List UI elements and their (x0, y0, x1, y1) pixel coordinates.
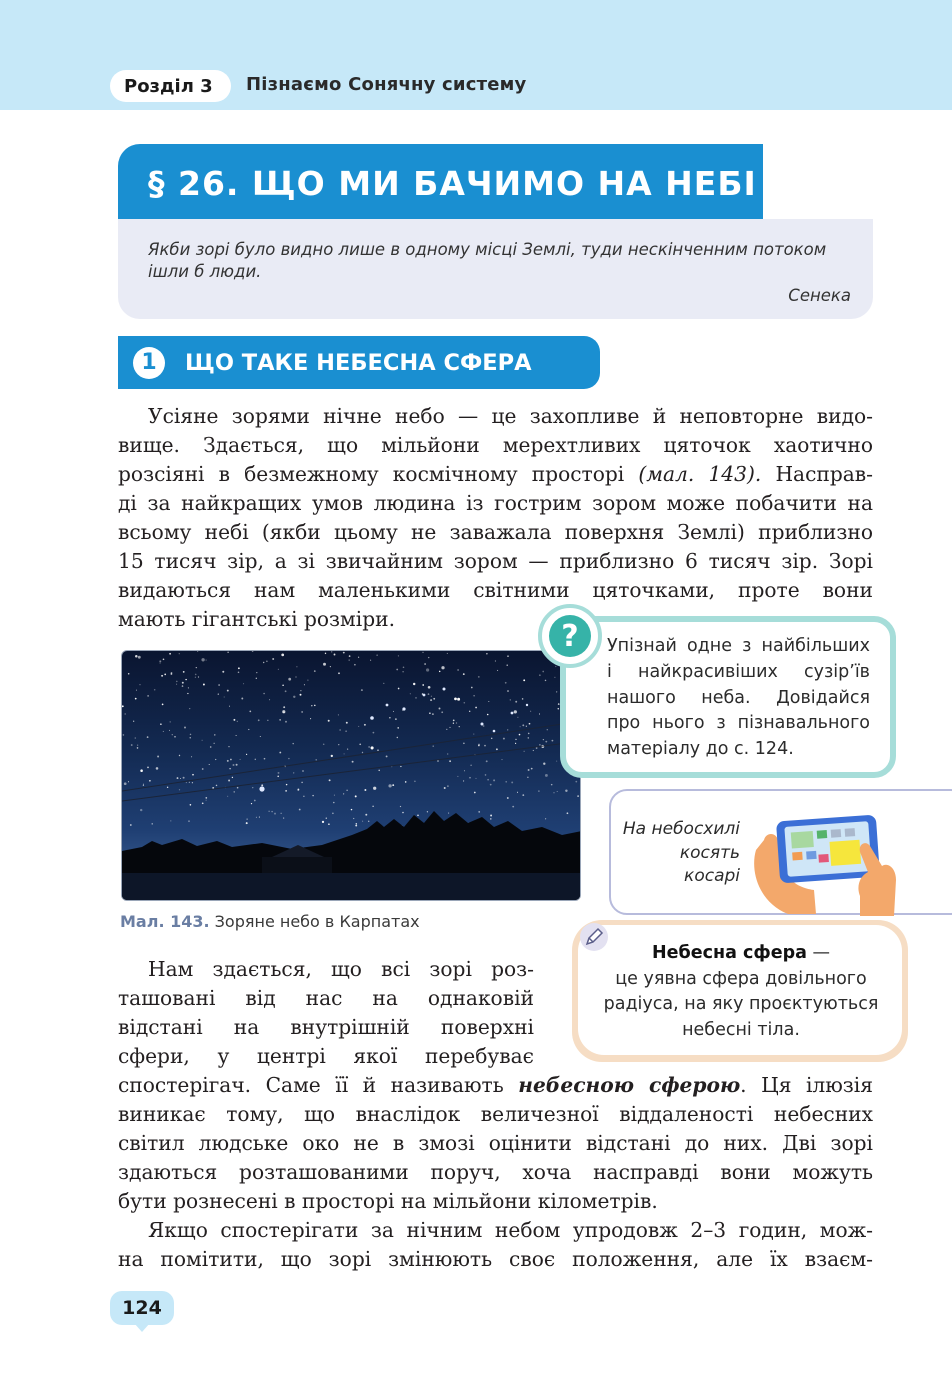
question-line: Упізнай одне з найбільших (607, 636, 870, 656)
definition-line: небесні тіла. (682, 1019, 800, 1040)
body-text: розсіяні в безмежному космічному просторі (118, 462, 625, 486)
body-text: . Ця ілюзія (740, 1073, 874, 1097)
body-line: видаються нам маленькими світними цяточками, проте вони (118, 578, 873, 602)
body-line: мають гігантські розміри. (118, 607, 395, 631)
question-line: нашого неба. Довідайся (607, 687, 870, 708)
body-line: на помітити, що зорі змінюють своє положення, але їх взаєм- (118, 1247, 873, 1271)
question-line: матеріалу до с. 124. (607, 739, 794, 760)
subsection-number: 1 (133, 347, 165, 379)
question-text (607, 634, 870, 763)
body-line: сфери, у центрі якої перебуває (118, 1044, 534, 1068)
riddle-line: косять (679, 842, 740, 863)
chapter-label: Розділ 3 (110, 70, 231, 102)
question-line: про нього з пізнавального (607, 713, 870, 734)
body-line: світил людське око не в змозі оцінити відстані до них. Дві зорі (118, 1131, 873, 1155)
figure-reference: (мал. 143). (638, 462, 762, 486)
page-number: 124 (110, 1291, 174, 1325)
body-text: спостерігач. Саме її й називають (118, 1073, 504, 1097)
body-line: ді за найкращих умов людина із гострим зором може побачити на (118, 491, 873, 515)
body-line: 15 тисяч зір, а зі звичайним зором — приблизно 6 тисяч зір. Зорі (118, 549, 873, 573)
body-line (118, 460, 873, 489)
epigraph-author: Сенека (788, 286, 851, 305)
question-badge (538, 604, 602, 668)
riddle-line: На небосхилі (622, 819, 740, 839)
figure-caption-text: Зоряне небо в Карпатах (214, 912, 420, 931)
definition-term: Небесна сфера (652, 943, 807, 963)
body-line: відстані на внутрішній поверхні (118, 1015, 534, 1039)
body-line: бути рознесені в просторі на мільйони кілометрів. (118, 1189, 658, 1213)
body-line: вище. Здається, що мільйони мерехтливих цяточок хаотично (118, 433, 873, 457)
body-line: всьому небі (якби цьому не заважала поверхня Землі) приблизно (118, 520, 873, 544)
subsection-heading (118, 336, 600, 389)
riddle-text (610, 818, 740, 889)
question-mark-icon: ? (549, 615, 591, 657)
definition-text (586, 941, 896, 1043)
section-title: § 26. ЩО МИ БАЧИМО НА НЕБІ (118, 144, 763, 222)
figure-caption-label: Мал. 143. (120, 912, 210, 931)
body-line: Нам здається, що всі зорі роз- (148, 957, 534, 981)
chapter-title: Пізнаємо Сонячну систему (246, 74, 527, 95)
epigraph-line: Якби зорі було видно лише в одному місці Землі, туди нескінченним потоком (148, 240, 827, 259)
riddle-line: косарі (684, 866, 740, 886)
tablet-in-hands-icon (748, 810, 898, 916)
definition-term-line (586, 941, 896, 967)
body-line: здаються розташованими поруч, хоча насправді вони можуть (118, 1160, 873, 1184)
definition-line: радіуса, на яку проєктуються (603, 994, 879, 1014)
body-line (118, 1071, 873, 1100)
night-sky-photo (121, 650, 581, 901)
page-number-tail (134, 1323, 150, 1332)
starry-sky-image (122, 651, 581, 901)
subsection-title: ЩО ТАКЕ НЕБЕСНА СФЕРА (185, 349, 532, 376)
figure-caption (120, 912, 420, 931)
key-term: небесною сферою (518, 1073, 741, 1097)
epigraph (118, 219, 873, 319)
definition-line: це уявна сфера довільного (615, 968, 867, 989)
body-text: Насправ- (775, 462, 873, 486)
definition-dash: — (806, 943, 830, 963)
question-line: і найкрасивіших сузір’їв (607, 661, 870, 682)
epigraph-line: ішли б люди. (148, 262, 262, 281)
body-line: виникає тому, що внаслідок величезної віддаленості небесних (118, 1102, 873, 1126)
chapter-arrow-icon (215, 74, 227, 98)
body-line: Якщо спостерігати за нічним небом упродовж 2–3 годин, мож- (148, 1218, 873, 1242)
body-line: ташовані від нас на однаковій (118, 986, 534, 1010)
body-line: Усіяне зорями нічне небо — це захопливе й неповторне видо- (148, 404, 873, 428)
